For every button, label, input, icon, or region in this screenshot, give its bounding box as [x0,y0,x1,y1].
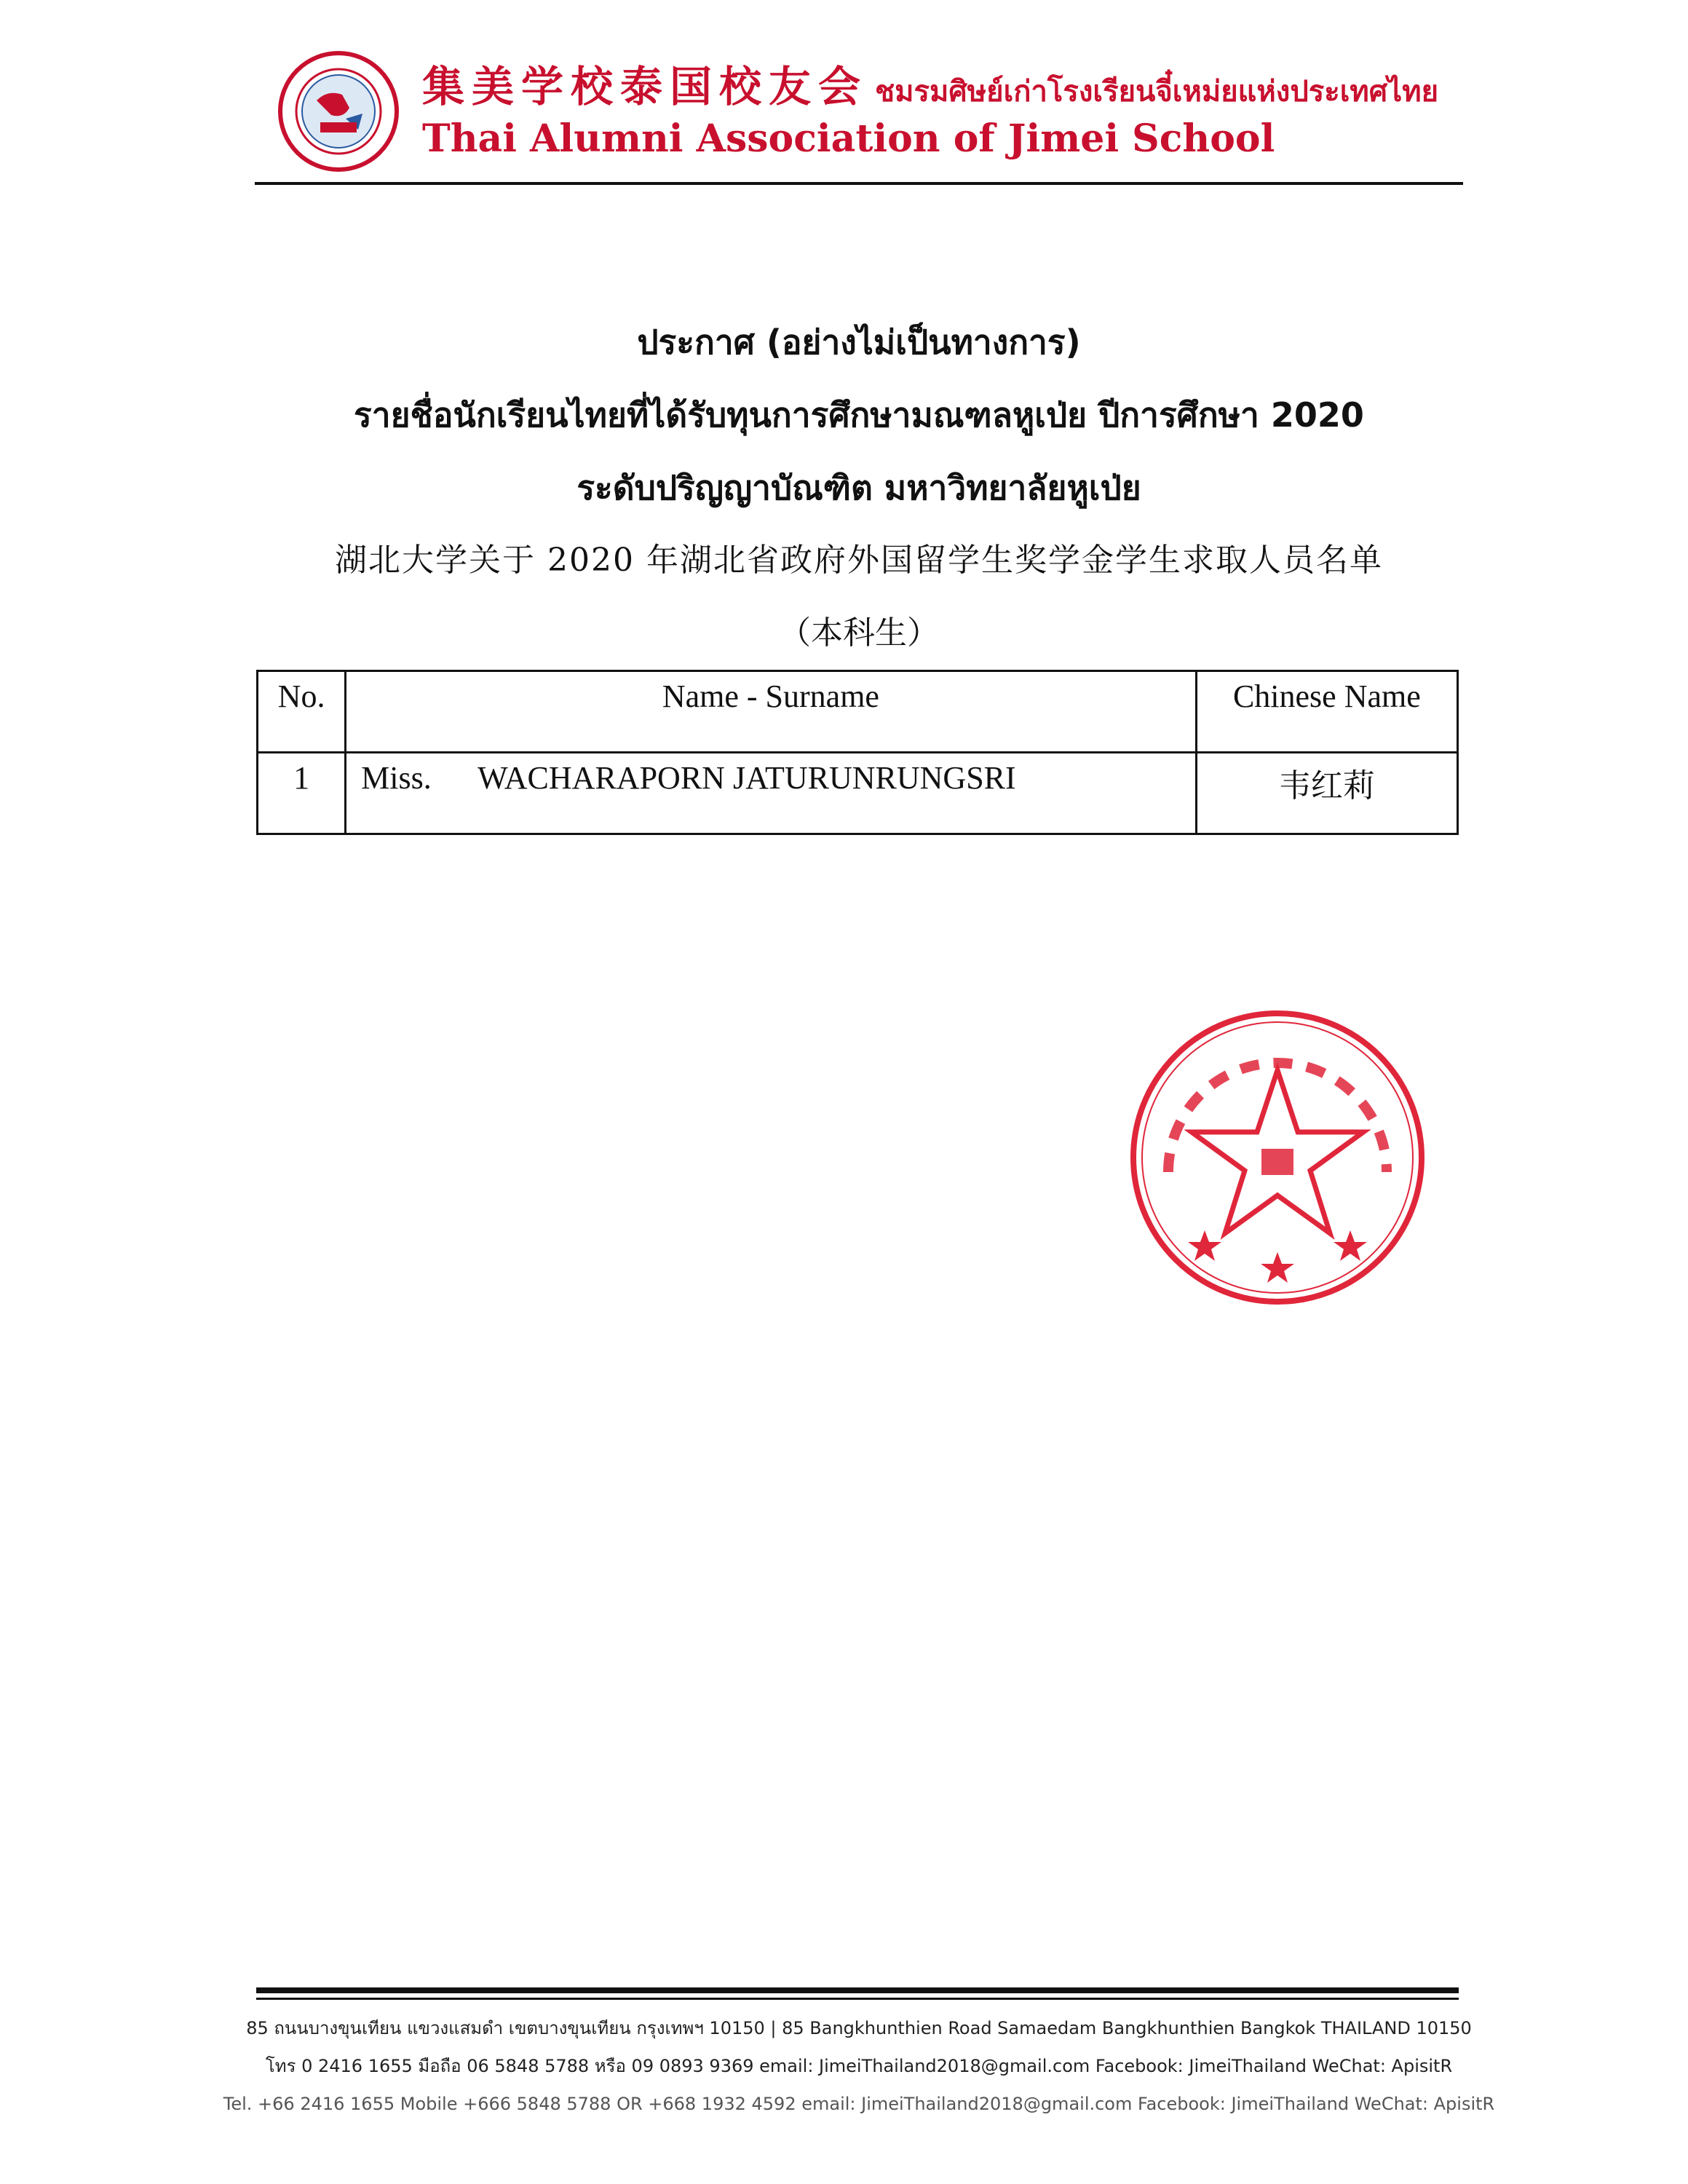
alumni-globe-logo-icon [277,50,400,173]
letterhead [255,44,1463,186]
footer-contact [218,2009,1499,2123]
row-chinese-name: 韦红莉 [1196,753,1457,834]
footer-divider-thick [256,1987,1459,1993]
row-no: 1 [258,753,346,834]
org-name-thai: ชมรมศิษย์เก่าโรงเรียนจี๋เหม่ยแห่งประเทศไทย [875,75,1439,108]
title-announcement: ประกาศ (อย่างไม่เป็นทางการ) [637,323,1081,362]
title-scholarship-list: รายชื่อนักเรียนไทยที่ได้รับทุนการศึกษามณฑลหูเป่ย ปีการศึกษา 2020 [354,395,1364,435]
header-no: No. [258,671,346,753]
footer-address: 85 ถนนบางขุนเทียน แขวงแสมดำ เขตบางขุนเทียน กรุงเทพฯ 10150 | 85 Bangkhunthien Road Samaedam Bangkhunthien Bangkok THAILAND 10150 [246,2018,1472,2038]
org-name-english: Thai Alumni Association of Jimei School [422,116,1275,161]
footer-contact-english: Tel. +66 2416 1655 Mobile +666 5848 5788 OR +668 1932 4592 email: JimeiThailand2018@gmail.com Facebook: JimeiThailand WeChat: ApisitR [223,2094,1495,2114]
org-name-cn-th [422,52,1438,114]
recipient-table [256,670,1459,835]
title-chinese-level: （本科生） [779,614,939,652]
row-full-name: WACHARAPORN JATURUNRUNGSRI [478,760,1016,796]
title-chinese: 湖北大学关于 2020 年湖北省政府外国留学生奖学金学生求取人员名单 [335,542,1383,579]
title-degree-university: ระดับปริญญาบัณฑิต มหาวิทยาลัยหูเป่ย [576,468,1141,507]
header-name: Name - Surname [346,671,1197,753]
announcement-titles [218,306,1499,670]
table-row [258,753,1458,834]
row-title-prefix: Miss. [361,760,432,796]
row-name [346,753,1197,834]
red-star-seal-icon [1125,1005,1430,1310]
header-chinese-name: Chinese Name [1196,671,1457,753]
header-divider [255,182,1463,185]
org-name-chinese: 集美学校泰国校友会 [422,62,868,111]
footer-divider-thin [256,1998,1459,2000]
footer-contact-thai: โทร 0 2416 1655 มือถือ 06 5848 5788 หรือ 09 0893 9369 email: JimeiThailand2018@gmail.com Facebook: JimeiThailand WeChat: ApisitR [265,2056,1453,2076]
table-header-row [258,671,1458,753]
